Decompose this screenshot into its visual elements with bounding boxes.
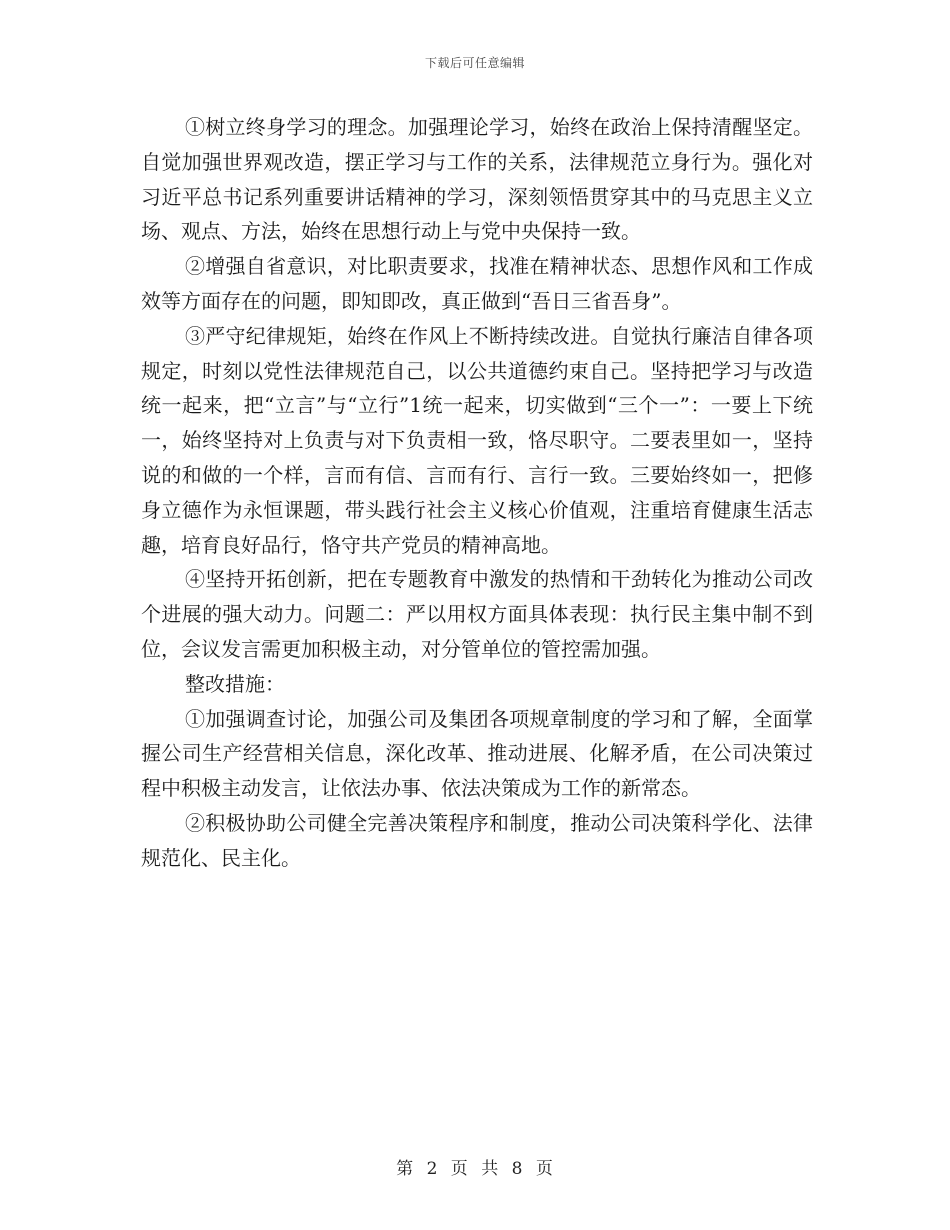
paragraph-3: ③严守纪律规矩，始终在作风上不断持续改进。自觉执行廉洁自律各项规定，时刻以党性法律规范自己，以公共道德约束自己。坚持把学习与改造统一起来，把“立言”与“立行”1统一起来，切实做到“三个一”：一要上下统一，始终坚持对上负责与对下负责相一致，恪尽职守。二要表里如一，坚持说的和做的一个样，言而有信、言而有行、言行一致。三要始终如一，把修身立德作为永恒课题，带头践行社会主义核心价值观，注重培育健康生活志趣，培育良好品行，恪守共产党员的精神高地。: [141, 323, 813, 557]
paragraph-7: ②积极协助公司健全完善决策程序和制度，推动公司决策科学化、法律规范化、民主化。: [141, 810, 813, 870]
page-header-note: 下载后可任意编辑: [424, 56, 525, 70]
paragraph-rectification-heading: 整改措施：: [185, 671, 285, 696]
document-body: [141, 110, 813, 876]
paragraph-1: ①树立终身学习的理念。加强理论学习，始终在政治上保持清醒坚定。自觉加强世界观改造，摆正学习与工作的关系，法律规范立身行为。强化对习近平总书记系列重要讲话精神的学习，深刻领悟贯穿其中的马克思主义立场、观点、方法，始终在思想行动上与党中央保持一致。: [141, 115, 813, 244]
paragraph-4: ④坚持开拓创新，把在专题教育中激发的热情和干劲转化为推动公司改个进展的强大动力。问题二：严以用权方面具体表现：执行民主集中制不到位，会议发言需更加积极主动，对分管单位的管控需加强。: [141, 567, 813, 661]
paragraph-6: ①加强调查讨论，加强公司及集团各项规章制度的学习和了解，全面掌握公司生产经营相关信息，深化改革、推动进展、化解矛盾，在公司决策过程中积极主动发言，让依法办事、依法决策成为工作的新常态。: [141, 706, 813, 801]
page-number-footer: 第 2 页 共 8 页: [396, 1159, 554, 1179]
paragraph-2: ②增强自省意识，对比职责要求，找准在精神状态、思想作风和工作成效等方面存在的问题，即知即改，真正做到“吾日三省吾身”。: [141, 254, 813, 313]
